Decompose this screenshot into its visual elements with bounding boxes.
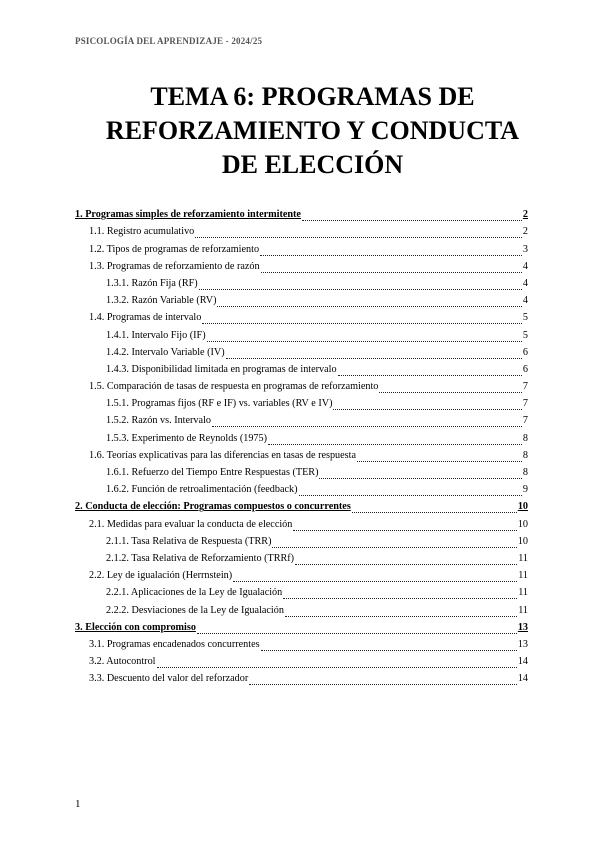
- toc-entry-label: 1.2. Tipos de programas de reforzamiento: [89, 243, 260, 255]
- toc-entry-page: 7: [522, 415, 528, 427]
- toc-leader-dots: [202, 314, 522, 324]
- toc-entry-page: 10: [517, 535, 528, 547]
- toc-entry-page: 6: [522, 363, 528, 375]
- toc-leader-dots: [379, 383, 522, 393]
- toc-entry[interactable]: [75, 599, 528, 616]
- toc-entry[interactable]: [75, 376, 528, 393]
- toc-entry-page: 11: [518, 552, 528, 564]
- toc-entry[interactable]: [75, 548, 528, 565]
- page-title: [60, 80, 565, 182]
- toc-entry[interactable]: [75, 634, 528, 651]
- toc-entry[interactable]: [75, 496, 528, 513]
- toc-entry[interactable]: [75, 359, 528, 376]
- toc-entry-label: 2.2.1. Aplicaciones de la Ley de Igualación: [106, 587, 283, 599]
- toc-entry[interactable]: [75, 221, 528, 238]
- toc-leader-dots: [260, 246, 522, 256]
- toc-entry[interactable]: [75, 565, 528, 582]
- toc-entry-page: 14: [517, 656, 528, 668]
- toc-entry-page: 9: [522, 484, 528, 496]
- toc-entry-label: 1.3. Programas de reforzamiento de razón: [89, 260, 260, 272]
- toc-entry-label: 3.3. Descuento del valor del reforzador: [89, 673, 249, 685]
- running-header: PSICOLOGÍA DEL APRENDIZAJE - 2024/25: [75, 36, 263, 46]
- toc-entry[interactable]: [75, 462, 528, 479]
- toc-leader-dots: [261, 641, 517, 651]
- toc-leader-dots: [199, 280, 522, 290]
- toc-entry-label: 1.4.1. Intervalo Fijo (IF): [106, 329, 206, 341]
- toc-entry[interactable]: [75, 668, 528, 685]
- toc-entry[interactable]: [75, 531, 528, 548]
- toc-entry-label: 1.4.2. Intervalo Variable (IV): [106, 346, 225, 358]
- toc-entry[interactable]: [75, 427, 528, 444]
- toc-entry-label: 1.3.1. Razón Fija (RF): [106, 277, 198, 289]
- toc-entry-label: 1.6.1. Refuerzo del Tiempo Entre Respuestas (TER): [106, 467, 319, 478]
- toc-leader-dots: [268, 435, 522, 445]
- toc-entry-label: 2.2.2. Desviaciones de la Ley de Igualación: [106, 604, 284, 616]
- toc-entry-label: 2.1.1. Tasa Relativa de Respuesta (TRR): [106, 535, 272, 547]
- toc-entry-label: 1.6.2. Función de retroalimentación (feedback): [106, 484, 298, 496]
- toc-entry[interactable]: [75, 513, 528, 530]
- toc-entry-page: 5: [522, 329, 528, 341]
- toc-entry-page: 4: [522, 277, 528, 289]
- toc-entry[interactable]: [75, 617, 528, 634]
- toc-leader-dots: [338, 366, 522, 376]
- toc-entry-label: 1.4.3. Disponibilidad limitada en programas de intervalo: [106, 363, 337, 375]
- toc-entry-page: 11: [518, 587, 528, 599]
- title-line: TEMA 6: PROGRAMAS DE: [150, 82, 475, 111]
- toc-entry[interactable]: [75, 290, 528, 307]
- toc-entry-label: 3.1. Programas encadenados concurrentes: [89, 638, 260, 650]
- toc-leader-dots: [293, 521, 516, 531]
- toc-leader-dots: [212, 417, 522, 427]
- toc-entry[interactable]: [75, 256, 528, 273]
- toc-entry-page: 6: [522, 346, 528, 358]
- toc-entry-label: 1.6. Teorías explicativas para las diferencias en tasas de respuesta: [89, 449, 356, 461]
- toc-leader-dots: [197, 624, 517, 634]
- toc-entry[interactable]: [75, 410, 528, 427]
- toc-leader-dots: [157, 658, 517, 668]
- toc-leader-dots: [249, 675, 517, 685]
- toc-entry-page: 8: [522, 432, 528, 444]
- toc-entry-label: 3.2. Autocontrol: [89, 656, 156, 668]
- toc-entry-label: 1.3.2. Razón Variable (RV): [106, 295, 217, 307]
- toc-entry-page: 2: [522, 226, 528, 238]
- toc-leader-dots: [233, 572, 517, 582]
- toc-leader-dots: [299, 486, 522, 496]
- toc-entry-label: 1.5.2. Razón vs. Intervalo: [106, 415, 211, 427]
- toc-entry[interactable]: [75, 342, 528, 359]
- toc-leader-dots: [207, 332, 522, 342]
- toc-entry[interactable]: [75, 204, 528, 221]
- toc-entry-label: 1.4. Programas de intervalo: [89, 312, 202, 324]
- toc-leader-dots: [285, 607, 517, 617]
- table-of-contents: [75, 204, 528, 685]
- toc-leader-dots: [272, 538, 516, 548]
- toc-entry-label: 3. Elección con compromiso: [75, 621, 196, 633]
- toc-entry-page: 14: [517, 673, 528, 685]
- title-line: DE ELECCIÓN: [221, 150, 404, 179]
- toc-leader-dots: [195, 228, 522, 238]
- toc-entry-label: 1.5.3. Experimento de Reynolds (1975): [106, 432, 267, 444]
- toc-entry-page: 10: [517, 501, 528, 513]
- toc-leader-dots: [333, 400, 521, 410]
- page-number: 1: [75, 798, 81, 810]
- toc-entry-page: 4: [522, 260, 528, 272]
- toc-leader-dots: [226, 349, 522, 359]
- toc-entry-page: 13: [517, 638, 528, 650]
- toc-entry-label: 1.1. Registro acumulativo: [89, 226, 195, 238]
- toc-entry-page: 2: [522, 209, 528, 221]
- toc-entry[interactable]: [75, 324, 528, 341]
- toc-entry-label: 2. Conducta de elección: Programas compuestos o concurrentes: [75, 501, 351, 513]
- toc-entry[interactable]: [75, 479, 528, 496]
- toc-entry-label: 1.5.1. Programas fijos (RF e IF) vs. variables (RV e IV): [106, 398, 333, 410]
- toc-entry-label: 2.1. Medidas para evaluar la conducta de elección: [89, 518, 293, 530]
- title-line: REFORZAMIENTO Y CONDUCTA: [105, 116, 520, 145]
- toc-entry-page: 8: [522, 449, 528, 461]
- toc-entry[interactable]: [75, 307, 528, 324]
- toc-entry-page: 3: [522, 243, 528, 255]
- toc-entry[interactable]: [75, 445, 528, 462]
- toc-leader-dots: [319, 469, 521, 479]
- toc-entry-label: 2.2. Ley de igualación (Herrnstein): [89, 570, 233, 582]
- toc-entry-label: 2.1.2. Tasa Relativa de Reforzamiento (TRRf): [106, 552, 295, 564]
- toc-entry-label: 1.5. Comparación de tasas de respuesta en programas de reforzamiento: [89, 381, 379, 393]
- toc-entry[interactable]: [75, 238, 528, 255]
- toc-entry-page: 4: [522, 295, 528, 307]
- toc-entry-page: 11: [518, 604, 528, 616]
- toc-entry-page: 13: [517, 621, 528, 633]
- toc-entry-page: 8: [522, 467, 528, 478]
- toc-leader-dots: [217, 297, 521, 307]
- toc-entry-page: 5: [522, 312, 528, 324]
- toc-entry[interactable]: [75, 273, 528, 290]
- toc-leader-dots: [302, 211, 522, 221]
- toc-leader-dots: [357, 452, 522, 462]
- toc-entry[interactable]: [75, 393, 528, 410]
- toc-entry-page: 7: [522, 381, 528, 393]
- toc-entry-page: 10: [517, 518, 528, 530]
- toc-leader-dots: [352, 503, 517, 513]
- toc-entry[interactable]: [75, 651, 528, 668]
- toc-entry-page: 7: [522, 398, 528, 410]
- toc-leader-dots: [295, 555, 517, 565]
- toc-leader-dots: [283, 589, 517, 599]
- toc-leader-dots: [261, 263, 522, 273]
- toc-entry[interactable]: [75, 582, 528, 599]
- toc-entry-page: 11: [518, 570, 528, 582]
- toc-entry-label: 1. Programas simples de reforzamiento intermitente: [75, 209, 301, 221]
